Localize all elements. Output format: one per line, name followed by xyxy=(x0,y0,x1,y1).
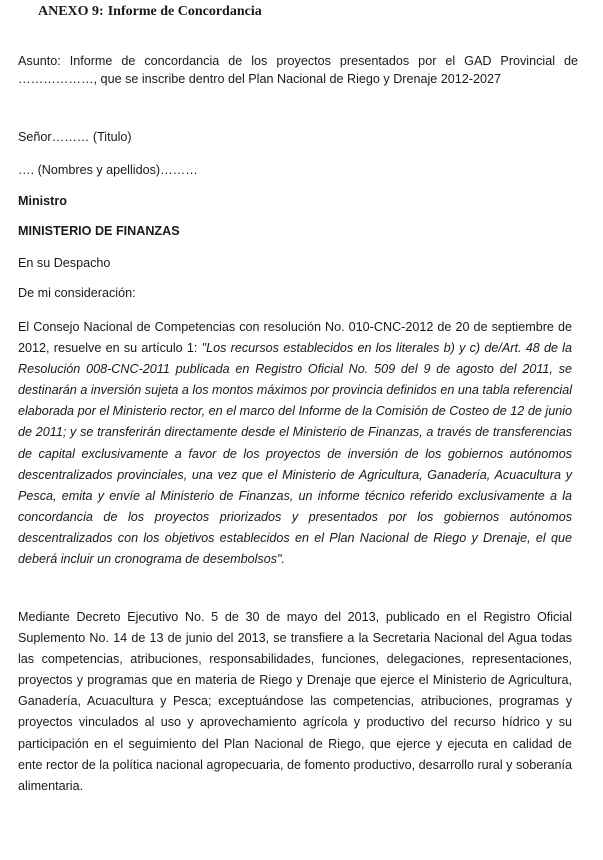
annex-label: ANEXO 9: xyxy=(38,4,104,19)
annex-heading xyxy=(38,4,262,20)
subject-line xyxy=(18,52,578,88)
subject-text: Informe de concordancia de los proyectos presentados por el GAD Provincial de ………………, que se inscribe dentro del Plan Nacional de Riego y Drenaje 2012-2027 xyxy=(18,54,578,86)
salutation-line: Señor……… (Titulo) xyxy=(18,130,132,144)
paragraph-1-quote: "Los recursos establecidos en los literales b) y c) de/Art. 48 de la Resolución 008-CNC-2011 publicada en Registro Oficial No. 509 del 9 de agosto del 2011, se destinarán a inversión sujeta a los montos máximos por provincia definidos en una tabla referencial elaborada por el Ministerio rector, en el marco del Informe de la Comisión de Costeo de 12 de junio de 2011; y se transferirán directamente desde el Ministerio de Finanzas, a través de transferencias de capital exclusivamente a favor de los proyectos de inversión de los gobiernos autónomos descentralizados provinciales, una vez que el Ministerio de Agricultura, Ganadería, Acuacultura y Pesca, emita y envíe al Ministerio de Finanzas, un informe técnico referido exclusivamente a la concordancia de los proyectos priorizados y presentados por los gobiernos autónomos descentralizados con los objetivos establecidos en el Plan Nacional de Riego y Drenaje, el que deberá incluir un cronograma de desembolsos". xyxy=(18,341,572,567)
body-paragraph-2: Mediante Decreto Ejecutivo No. 5 de 30 de mayo del 2013, publicado en el Registro Oficial Suplemento No. 14 de 13 de junio del 2013, se transfiere a la Secretaria Nacional del Agua todas las competencias, atribuciones, responsabilidades, funciones, delegaciones, representaciones, proyectos y programas que en materia de Riego y Drenaje que ejerce el Ministerio de Agricultura, Ganadería, Acuacultura y Pesca; exceptuándose las competencias, atribuciones, programas y proyectos vinculados al uso y aprovechamiento agrícola y productivo del recurso hídrico y su participación en el seguimiento del Plan Nacional de Riego, que ejerce y ejecuta en calidad de ente rector de la política nacional agropecuaria, de fomento productivo, desarrollo rural y soberanía alimentaria. xyxy=(18,610,572,793)
subject-label: Asunto: xyxy=(18,54,61,68)
recipient-role: Ministro xyxy=(18,194,67,208)
recipient-institution: MINISTERIO DE FINANZAS xyxy=(18,224,180,238)
greeting-line: De mi consideración: xyxy=(18,286,136,300)
office-line: En su Despacho xyxy=(18,256,111,270)
paragraph-1-intro: El Consejo Nacional de Competencias con resolución No. 010-CNC-2012 de 20 de septiembre de 2012, resuelve en su artículo 1: xyxy=(18,320,572,356)
annex-title: Informe de Concordancia xyxy=(107,4,262,19)
names-line: …. (Nombres y apellidos)……… xyxy=(18,163,198,177)
body-paragraph-1 xyxy=(18,317,572,570)
